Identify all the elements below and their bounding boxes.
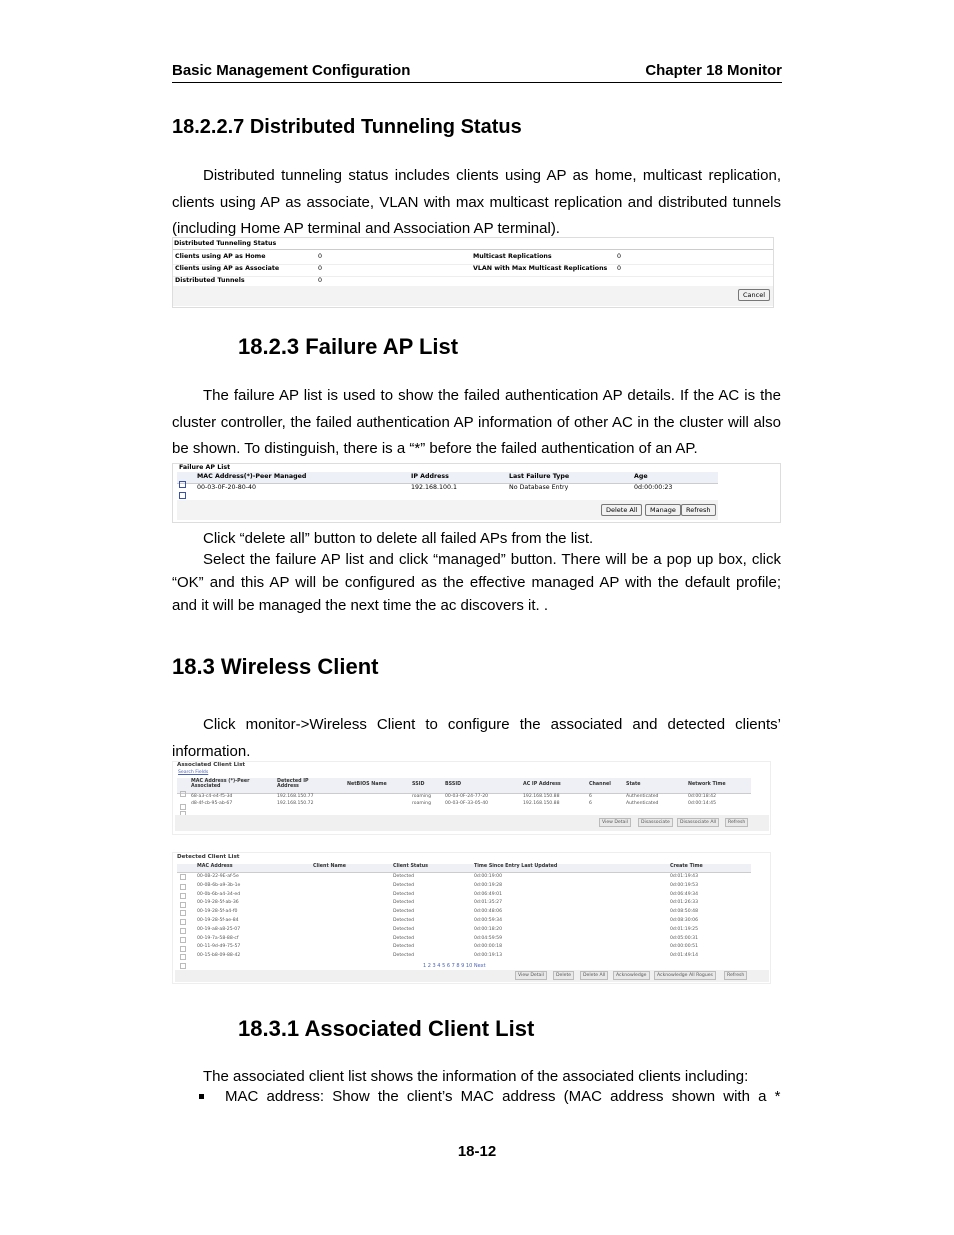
section-title-18-3: 18.3 Wireless Client (172, 654, 379, 679)
table-row[interactable] (177, 874, 751, 882)
table-cell: Detected (393, 953, 415, 959)
paragraph-delete-all: Click “delete all” button to delete all failed APs from the list. (203, 530, 594, 547)
manage-button[interactable]: Manage (645, 504, 681, 516)
tunneling-row: Clients using AP as Associate 0 VLAN with Max Multicast Replications 0 (173, 265, 773, 277)
page-number: 18-12 (457, 1143, 497, 1160)
table-cell: 0d:01:19:25 (670, 926, 699, 932)
running-header-left: Basic Management Configuration (172, 62, 411, 79)
table-cell: 0d:00:00:51 (670, 944, 699, 950)
paragraph-tunneling: Distributed tunneling status includes clients using AP as home, multicast replication, clients using AP as associate, VLAN with max multicast replication and distributed tunnels (including Home AP terminal and Association AP terminal). (172, 167, 781, 237)
table-cell: 00-0B-6b-a9-3b-1e (197, 882, 241, 888)
table-cell: 0d:00:59:34 (474, 918, 503, 923)
search-fields-link[interactable]: Search Fields (178, 770, 209, 775)
tunneling-row: Distributed Tunnels 0 (175, 277, 323, 284)
table-row[interactable] (177, 953, 751, 961)
acknowledge-all-rogues-button[interactable]: Acknowledge All Rogues (654, 971, 716, 980)
table-cell: Detected (393, 874, 415, 879)
disassociate-button[interactable]: Disassociate (638, 818, 673, 827)
header-rule (172, 82, 782, 83)
view-detail-button[interactable]: View Detail (599, 818, 631, 827)
table-cell: 0d:05:00:31 (670, 935, 699, 941)
table-cell: 0d:04:59:59 (474, 935, 503, 941)
paragraph-failure-ap: The failure AP list is used to show the failed authentication AP details. If the AC is the cluster controller, the failed authentication AP information of other AC in the cluster will also be shown. To distinguish, there is a “*” before the failed authentication of an AP. (172, 387, 781, 457)
table-row[interactable] (177, 936, 751, 944)
acknowledge-button[interactable]: Acknowledge (613, 971, 650, 980)
table-cell: Detected (393, 918, 415, 923)
delete-all-button[interactable]: Delete All (580, 971, 608, 980)
delete-all-button[interactable]: Delete All (601, 504, 642, 516)
table-cell: Detected (393, 935, 415, 941)
bullet-marker (199, 1094, 204, 1099)
refresh-button[interactable]: Refresh (681, 504, 716, 516)
refresh-button[interactable]: Refresh (724, 971, 747, 980)
table-cell: 0d:01:19:43 (670, 874, 699, 879)
table-row[interactable] (177, 892, 751, 900)
table-cell: 0d:06:49:34 (670, 891, 699, 897)
table-row[interactable]: d8-4f-cb-95-ab-67 192.168.150.72 roaming 00-03-0F-33-05-40 192.168.150.88 6 Authenticated 0d:00:14:45 (177, 801, 751, 808)
table-row[interactable]: 00-03-0F-20-80-40 192.168.100.1 No Database Entry 0d:00:00:23 (177, 484, 718, 494)
table-cell: 0d:00:18:20 (474, 926, 503, 932)
paragraph-managed: Select the failure AP list and click “managed” button. There will be a pop up box, click “OK” and this AP will be configured as the effective managed AP with the default profile; and it will be managed the next time the ac discovers it. . (172, 551, 781, 614)
bullet-mac-address: MAC address: Show the client’s MAC address (MAC address shown with a * (225, 1088, 781, 1105)
table-cell: 0d:00:19:00 (474, 874, 503, 879)
table-cell: 0d:01:35:27 (474, 900, 503, 906)
detected-header-row: MAC Address Client Name Client Status Time Since Entry Last Updated Create Time (177, 864, 751, 873)
table-cell: 00-0b-6b-a4-34-ed (197, 891, 241, 897)
failure-ap-caption: Failure AP List (179, 464, 231, 471)
table-row[interactable] (177, 944, 751, 952)
section-title-18-2-2-7: 18.2.2.7 Distributed Tunneling Status (172, 116, 522, 138)
assoc-header-row: MAC Address (*)-Peer Associated Detected IP Address NetBIOS Name SSID BSSID AC IP Address Channel State Network Time (177, 778, 751, 794)
tunneling-row: Clients using AP as Home 0 Multicast Replications 0 (173, 253, 773, 265)
row-checkbox[interactable] (179, 492, 186, 499)
table-cell: 0d:01:49:14 (670, 953, 699, 959)
paragraph-wireless-client: Click monitor->Wireless Client to configure the associated and detected clients’ information. (172, 716, 781, 760)
section-title-18-2-3: 18.2.3 Failure AP List (238, 334, 459, 359)
table-row[interactable] (177, 900, 751, 908)
associated-client-panel (172, 761, 771, 835)
table-cell: Detected (393, 882, 415, 888)
table-cell: 0d:08:50:48 (670, 909, 699, 915)
view-detail-button[interactable]: View Detail (515, 971, 547, 980)
disassociate-all-button[interactable]: Disassociate All (677, 818, 719, 827)
table-cell: 0d:08:30:06 (670, 918, 699, 923)
cancel-button[interactable]: Cancel (738, 289, 770, 301)
table-cell: Detected (393, 891, 415, 897)
table-row[interactable] (177, 909, 751, 917)
table-cell: Detected (393, 926, 415, 932)
table-cell: 00-11-9d-d9-75-57 (197, 944, 241, 950)
table-cell: 0d:01:26:33 (670, 900, 699, 906)
table-cell: Detected (393, 909, 415, 915)
row-checkbox[interactable] (180, 963, 186, 969)
detected-client-panel (172, 852, 771, 984)
table-cell: 00-19-7a-58-88-cf (197, 935, 239, 941)
table-cell: 0d:00:48:06 (474, 909, 503, 915)
table-cell: 0d:00:00:18 (474, 944, 503, 950)
refresh-button[interactable]: Refresh (725, 818, 748, 827)
table-cell: 00-19-28-5f-ab-36 (197, 900, 239, 906)
table-cell: 00-19-28-5f-a4-f0 (197, 909, 238, 915)
failure-ap-panel (172, 463, 781, 523)
tunneling-caption: Distributed Tunneling Status (174, 240, 277, 247)
table-row[interactable]: 68-a3-c4-e4-f5-3d 192.168.150.77 roaming 00-03-0F-24-77-20 192.168.150.88 6 Authenticated 0d:00:18:42 (177, 794, 751, 801)
table-cell: Detected (393, 900, 415, 906)
pagination[interactable]: 1 2 3 4 5 6 7 8 9 10 Next (423, 963, 486, 969)
table-cell: 00-19-a8-a8-25-07 (197, 926, 241, 932)
table-cell: 0d:00:19:53 (670, 882, 699, 888)
table-cell: 0d:00:19:28 (474, 882, 503, 888)
table-cell: 0d:06:49:01 (474, 891, 503, 897)
table-cell: 00-19-28-5f-ae-84 (197, 918, 239, 923)
table-row[interactable] (177, 883, 751, 891)
table-cell: 00-15-b8-09-88-42 (197, 953, 241, 959)
table-row[interactable] (177, 927, 751, 935)
tunneling-status-panel (172, 237, 774, 308)
table-cell: Detected (393, 944, 415, 950)
associated-caption: Associated Client List (177, 762, 246, 768)
running-header-right: Chapter 18 Monitor (645, 62, 782, 79)
section-title-18-3-1: 18.3.1 Associated Client List (238, 1016, 535, 1041)
detected-caption: Detected Client List (177, 854, 240, 860)
table-cell: 00-0B-22-9E-af-5e (197, 874, 239, 879)
delete-button[interactable]: Delete (553, 971, 574, 980)
table-cell: 0d:00:19:13 (474, 953, 503, 959)
table-row[interactable] (177, 918, 751, 926)
failure-ap-header-row: MAC Address(*)-Peer Managed IP Address Last Failure Type Age (177, 472, 718, 484)
paragraph-associated-list: The associated client list shows the information of the associated clients including: (203, 1068, 749, 1085)
